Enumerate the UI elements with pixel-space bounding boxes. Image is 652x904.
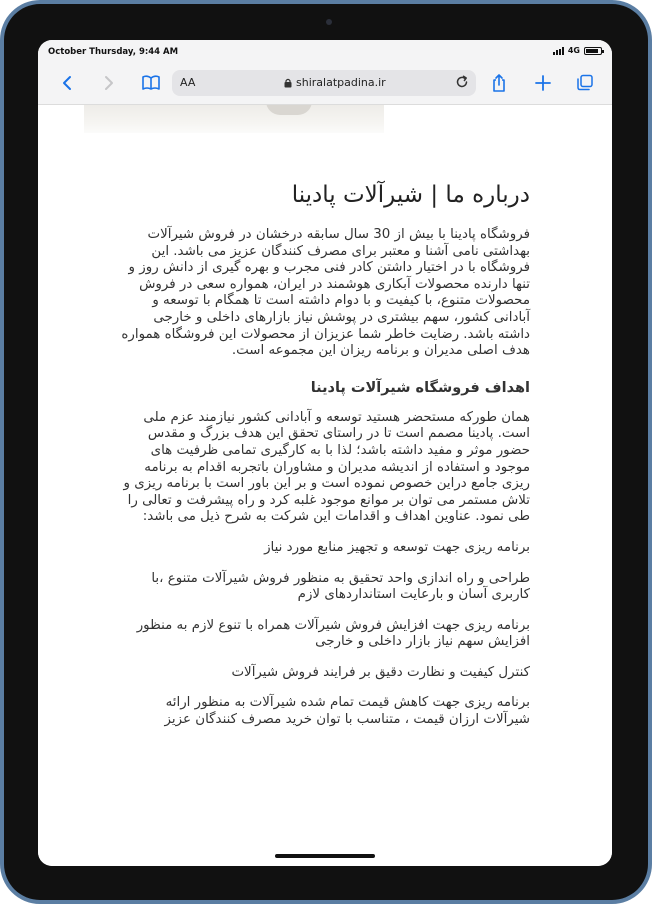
chevron-right-icon [103,75,115,91]
page-title: درباره ما | شیرآلات پادینا [291,182,530,208]
forward-button[interactable] [94,68,124,98]
battery-icon [584,47,602,55]
front-camera [326,19,332,25]
article [120,179,530,729]
tabs-icon [576,74,594,92]
signal-icon [553,47,564,55]
home-indicator[interactable] [275,854,375,858]
goal-item: کنترل کیفیت و نظارت دقیق بر فرایند فروش شیرآلات [231,664,530,680]
chevron-left-icon [61,75,73,91]
text-size-button[interactable]: AA [180,76,196,89]
lock-icon [284,78,292,88]
goal-item: برنامه ریزی جهت کاهش قیمت تمام شده شیرآلات به منظور ارائه شیرآلات ارزان قیمت ، متناسب با توان خرید مصرف کنندگان عزیز [164,695,530,728]
screen [38,40,612,866]
status-bar [38,40,612,62]
status-indicators [553,46,602,55]
goal-item: طراحی و راه اندازی واحد تحقیق به منظور فروش شیرآلات متنوع ،با کاربری آسان و بارعایت استانداردهای لازم [151,570,530,603]
share-button[interactable] [484,68,514,98]
url-text: shiralatpadina.ir [296,76,386,89]
reload-icon[interactable] [454,74,470,90]
goal-item: برنامه ریزی جهت توسعه و تجهیز منابع مورد نیاز [264,539,530,555]
status-time: October Thursday, 9:44 AM [48,47,179,57]
new-tab-button[interactable] [528,68,558,98]
plus-icon [535,75,551,91]
address-bar[interactable] [172,70,476,96]
book-icon [141,75,161,91]
goals-heading: اهداف فروشگاه شیرآلات پادینا [310,379,530,396]
back-button[interactable] [52,68,82,98]
network-type: 4G [567,46,580,55]
faucet-image-detail [266,105,312,115]
goal-item: برنامه ریزی جهت افزایش فروش شیرآلات همراه با تنوع لازم به منظور افزایش سهم نیاز بازار داخلی و خارجی [136,617,530,650]
share-icon [491,73,507,93]
browser-toolbar [38,62,612,105]
hero-image [84,105,384,133]
tabs-overview-button[interactable] [570,68,600,98]
intro-paragraph: فروشگاه پادینا با بیش از 30 سال سابقه درخشان در فروش شیرآلات بهداشتی نامی آشنا و معتبر برای مصرف کنندگان عزیز می باشد. این فروشگاه با در اختیار داشتن کادر فنی مجرب و بهره گیری از دانش روز و تنها دارنده محصولات آبکاری هوشمند در ایران، همواره سعی در فروش محصولات متنوع، با کیفیت و با دوام داشته است تا همگام با توسعه و آبادانی کشور، سهم بیشتری در پوشش نیاز بازارهای داخلی و خارجی داشته باشد. رضایت خاطر شما عزیزان از محصولات این فروشگاه همواره هدف اصلی مدیران و برنامه ریزان این مجموعه است. [121,227,530,359]
bookmarks-button[interactable] [136,68,166,98]
goals-intro-paragraph: همان طورکه مستحضر هستید توسعه و آبادانی کشور نیازمند عزم ملی است. پادینا مصمم است تا در راستای تحقق این هدف بزرگ و مقدس حضور موثر و مفید داشته باشد؛ لذا با به کارگیری تمامی ظرفیت های موجود و استفاده از اندیشه مدیران و مشاوران باتجربه اقدام به برنامه ریزی جامع دراین خصوص نموده است و بر این باور است با برنامه ریزی و تلاش مستمر می توان بر موانع موجود غلبه کرد و راه پیشرفت و تعالی را طی نمود. عناوین اهداف و اقدامات این شرکت به شرح ذیل می باشد: [123,409,530,525]
page-content [38,105,612,866]
